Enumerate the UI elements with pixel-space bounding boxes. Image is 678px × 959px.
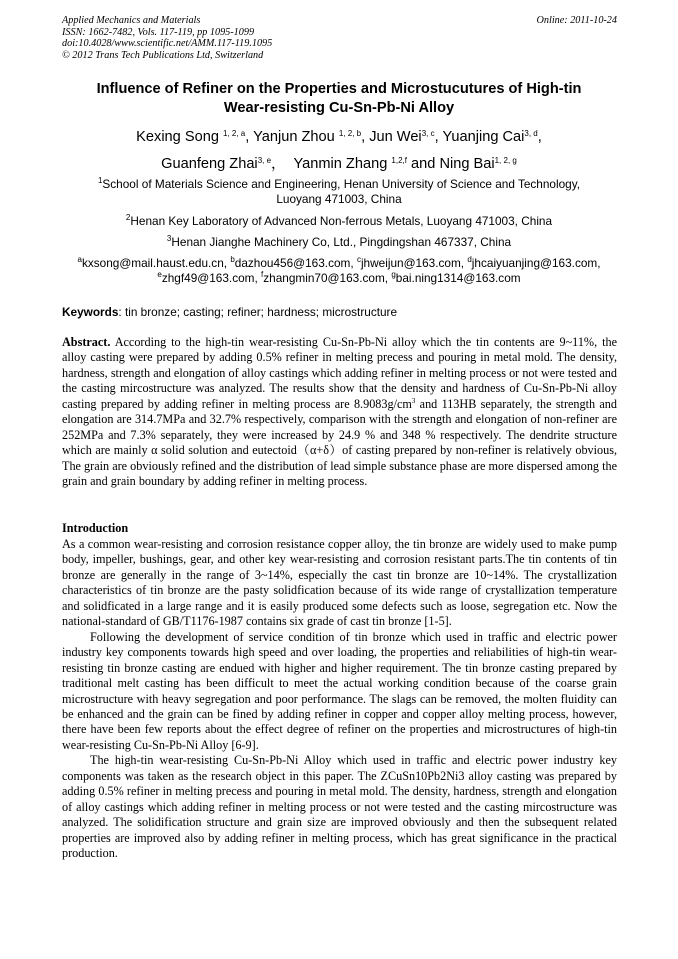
author-affil-sup: 3, c <box>421 129 435 138</box>
abstract-sup: 3 <box>411 396 416 405</box>
author-affil-sup: 3, e <box>257 156 272 165</box>
email-link[interactable]: dazhou456@163.com, <box>234 256 357 270</box>
author-sep: , <box>245 129 254 145</box>
author-affil-sup: 1, 2, a <box>223 129 246 138</box>
author-affil-sup: 1,2,f <box>391 156 407 165</box>
email-sup: a <box>77 255 82 264</box>
author-name: Yanmin Zhang <box>293 156 388 172</box>
email-sup: g <box>391 270 396 279</box>
intro-paragraph-1: As a common wear-resisting and corrosion resistance copper alloy, the tin bronze are widely used to make pump body, impeller, bushings, gear, and other key wear-resisting and corrosion resistant parts.The tin contents of tin bronze are generally in the range of 3~14%, especially the cast tin bronze are 10~14%. The crystallization characteristics of tin bronze are the pasty solidfication because of its wide range of crystallization temperature and solidficated in a large range and it is easily produced some defects such as loose, segregation etc. Now the national-standard of GB/T1176-1987 contains six grade of cast tin bronze [1-5]. <box>62 537 617 629</box>
title-line-1: Influence of Refiner on the Properties and Microstucutures of High-tin <box>96 81 582 97</box>
email-sup: f <box>261 270 264 279</box>
journal-name: Applied Mechanics and Materials <box>62 15 201 26</box>
intro-paragraph-3: The high-tin wear-resisting Cu-Sn-Pb-Ni Alloy which used in traffic and electric power industry key components was taken as the research object in this paper. The ZCuSn10Pb2Ni3 alloy casting was prepared by adding 0.5% refiner in melting precess and pouring in metal mold. The density, hardness, strength and elongation of alloy castings which adding refiner in melting process or not were tested and the casting mircostructure was analyzed. The solidification structure and grain size are improved obviously and then the subsequent related properties are improved also by adding refiner in melting process, which has great significance in the practical production. <box>62 753 617 861</box>
author-sep: ， <box>271 156 294 172</box>
email-link[interactable]: zhangmin70@163.com, <box>263 271 392 285</box>
affiliation-3 <box>40 235 638 250</box>
author-name: Guanfeng Zhai <box>161 156 258 172</box>
issn-line: ISSN: 1662-7482, Vols. 117-119, pp 1095-1099 <box>62 26 255 38</box>
email-sup: b <box>230 255 235 264</box>
email-sup: d <box>467 255 472 264</box>
keywords-label: Keywords <box>62 305 119 319</box>
affiliation-text: School of Materials Science and Engineering, Henan University of Science and Technology, <box>102 177 581 191</box>
affiliation-sup: 3 <box>166 234 172 243</box>
author-affil-sup: 3, d <box>524 129 538 138</box>
author-name: Yanjun Zhou <box>253 129 335 145</box>
email-sup: e <box>157 270 162 279</box>
author-sep: and <box>406 156 440 172</box>
email-link[interactable]: zhgf49@163.com, <box>161 271 262 285</box>
email-list <box>30 256 648 286</box>
email-link[interactable]: jhcaiyuanjing@163.com, <box>471 256 601 270</box>
author-sep: , <box>361 129 370 145</box>
author-affil-sup: 1, 2, b <box>338 129 362 138</box>
abstract <box>62 335 617 490</box>
email-line-1 <box>30 256 648 271</box>
author-affil-sup: 1, 2, g <box>494 156 517 165</box>
author-line-1 <box>30 124 648 151</box>
copyright-line: © 2012 Trans Tech Publications Ltd, Switzerland <box>62 49 264 61</box>
author-sep: , <box>434 129 443 145</box>
introduction <box>62 537 617 862</box>
doi-line: doi:10.4028/www.scientific.net/AMM.117-119.1095 <box>62 38 273 50</box>
author-name: Kexing Song <box>136 129 219 145</box>
author-list <box>30 124 648 178</box>
abstract-text: According to the high-tin wear-resisting Cu-Sn-Pb-Ni alloy which the tin contents are 9~11%, the alloy casting were prepared by adding 0.5% refiner in melting precess and pouring in metal mold. The density, hardness, strength and elongation of alloy castings which adding refiner in melting process or not were tested and the casting mircostructure was analyzed. The results show that the density and hardness of Cu-Sn-Pb-Ni alloy casting prepared by adding refiner in melting process are 8.9083g/cm <box>62 335 617 411</box>
affiliation-text: Henan Key Laboratory of Advanced Non-ferrous Metals, Luoyang 471003, China <box>130 214 553 228</box>
affiliation-1 <box>40 177 638 207</box>
author-name: Yuanjing Cai <box>442 129 525 145</box>
affiliation-text: Henan Jianghe Machinery Co, Ltd., Pingdingshan 467337, China <box>171 235 512 249</box>
introduction-heading: Introduction <box>62 521 129 535</box>
author-sep: , <box>537 129 542 145</box>
email-link[interactable]: kxsong@mail.haust.edu.cn, <box>81 256 231 270</box>
online-date: Online: 2011-10-24 <box>536 15 617 26</box>
email-link[interactable]: jhweijun@163.com, <box>360 256 468 270</box>
keywords <box>62 305 617 320</box>
abstract-text: and 113HB separately, the strength and elongation are 314.7MPa and 32.7% respectively, comparison with the strength and elongation of non-refiner are 252MPa and 7.3% separately, they were increased by 24.9 % and 348 % respectively. The dendrite structure which are mainly α solid solution and eutectoid（α+δ）of casting prepared by non-refiner is relatively obvious, The grain are obviously refined and the distribution of lead simple substance phase are more dispersed among the grain and grain boundary by adding refiner in melting process. <box>62 396 617 489</box>
author-line-2 <box>30 151 648 178</box>
abstract-label: Abstract. <box>62 335 111 349</box>
journal-header <box>62 15 617 61</box>
affiliation-text: Luoyang 471003, China <box>276 192 402 206</box>
affiliation-sup: 2 <box>125 213 131 222</box>
keywords-text: : tin bronze; casting; refiner; hardness; microstructure <box>118 305 398 319</box>
affiliation-sup: 1 <box>97 176 103 185</box>
paper-title <box>40 80 638 118</box>
email-line-2 <box>30 271 648 286</box>
author-name: Ning Bai <box>439 156 495 172</box>
email-sup: c <box>356 255 361 264</box>
affiliation-2 <box>40 214 638 229</box>
intro-paragraph-2: Following the development of service condition of tin bronze which used in traffic and electric power industry key components towards high speed and over loading, the properties and reliabilities of high-tin wear-resisting tin bronze casting are endued with higher and higher requirement. The tin bronze casting prepared by traditional melt casting has been difficult to meet the actual working condition because of the coarse grain microstructure with heavy segregation and poor performance. The slags can be removed, the molten fluidity can be enhanced and the grain can be fined by adding refiner in copper and copper alloy melting process, however, there have been few reports about the effect degree of refiner on the properties and microstructures of high-tin wear-resisting Cu-Sn-Pb-Ni Alloy [6-9]. <box>62 629 617 752</box>
title-line-2: Wear-resisting Cu-Sn-Pb-Ni Alloy <box>223 100 455 116</box>
author-name: Jun Wei <box>369 129 422 145</box>
email-link[interactable]: bai.ning1314@163.com <box>395 271 521 285</box>
